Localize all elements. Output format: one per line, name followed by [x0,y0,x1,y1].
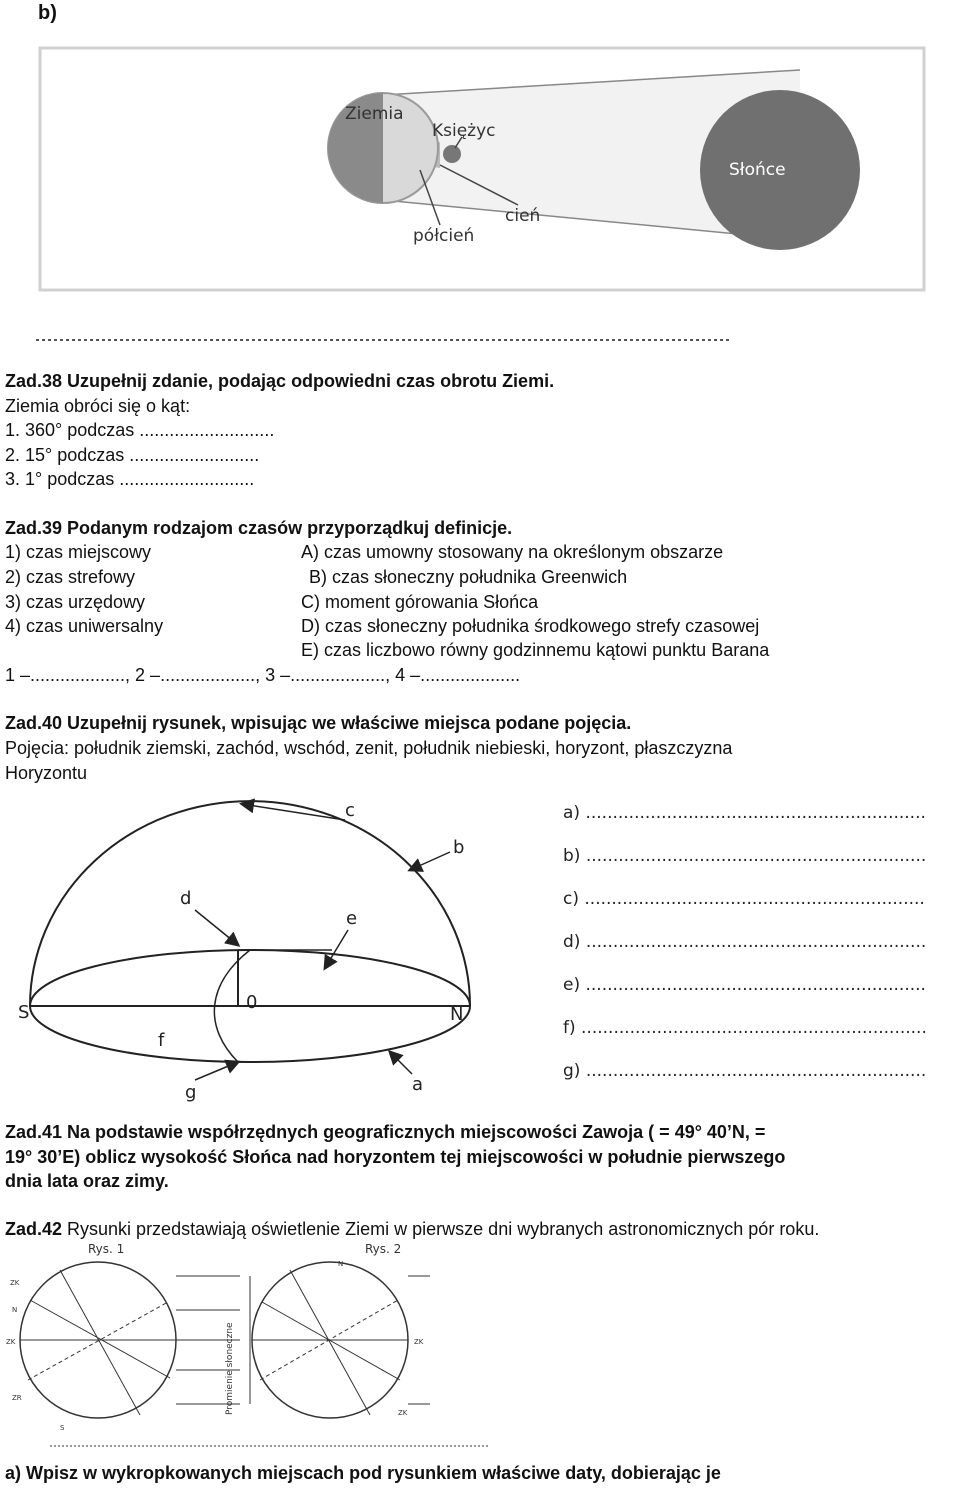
zad42-number: Zad.42 [5,1219,63,1239]
zad39-instruction: Podanym rodzajom czasów przyporządkuj definicje. [62,518,513,538]
fig-label-d: d [180,888,192,909]
arrow-g [195,1062,238,1080]
zad39-right-a: A) czas umowny stosowany na określonym obszarze [301,542,724,562]
arrow-a [390,1052,412,1074]
zad38-instruction: Uzupełnij zdanie, podając odpowiedni czas obrotu Ziemi. [62,371,555,391]
zad38-item-3: 3. 1° podczas ........................... [5,469,255,489]
zad39-left-1: 1) czas miejscowy [5,542,152,562]
answer-b[interactable]: b) ............................................................... [563,846,927,866]
rys1-zr: ZR [12,1394,22,1402]
answer-f[interactable]: f) ................................................................ [563,1018,927,1038]
rys2-n: N [338,1260,344,1268]
zad41-text-1: Na podstawie współrzędnych geograficznych miejscowości Zawoja ( = 49° 40’N, = [62,1122,766,1142]
rys1-n: N [12,1306,18,1314]
zad40-number: Zad.40 [5,713,63,733]
moon [443,145,461,163]
arrow-e [325,930,348,968]
celestial-sphere-figure [0,790,540,1110]
rys1-label: Rys. 1 [88,1242,125,1256]
answer-d[interactable]: d) ............................................................... [563,932,927,952]
zad39-left-3: 3) czas urzędowy [5,592,146,612]
zad39-title [5,518,512,538]
zad39-answer-line: 1 –..................., 2 –..................., 3 –..................., 4 –.................... [5,665,521,685]
fig-label-e: e [346,908,358,929]
fig-label-n: N [450,1004,464,1025]
zad38-number: Zad.38 [5,371,63,391]
figure-b-label: b) [38,2,57,24]
fig-label-c: c [345,800,355,821]
rys1-zk-mid: ZK [6,1338,16,1346]
zad39-number: Zad.39 [5,518,63,538]
zad38-intro: Ziemia obróci się o kąt: [5,396,191,416]
arrow-b [410,852,450,870]
zad42-task-a: a) Wpisz w wykropkowanych miejscach pod rysunkiem właściwe daty, dobierając je [5,1463,721,1483]
zad39-right-d: D) czas słoneczny południka środkowego strefy czasowej [301,616,760,636]
fig-label-b: b [453,837,465,858]
label-slonce: Słońce [729,160,786,180]
zad42-text: Rysunki przedstawiają oświetlenie Ziemi w pierwsze dni wybranych astronomicznych pór roku. [62,1219,820,1239]
zad40-title [5,713,631,733]
zad38-title [5,371,554,391]
zad41-line3: dnia lata oraz zimy. [5,1171,169,1191]
zad41-number: Zad.41 [5,1122,63,1142]
zad39-left-4: 4) czas uniwersalny [5,616,164,636]
answer-g[interactable]: g) ............................................................... [563,1061,927,1081]
zad41-line2: 19° 30’E) oblicz wysokość Słońca nad horyzontem tej miejscowości w południe pierwszego [5,1147,786,1167]
promienie-label: Promienie słoneczne [225,1322,235,1415]
label-ksiezyc: Księżyc [432,121,496,141]
rys1-zk-top: ZK [10,1279,20,1287]
fig-label-o: 0 [246,992,258,1013]
zad40-concepts-1: Pojęcia: południk ziemski, zachód, wschód, zenit, południk niebieski, horyzont, płaszczyzna [5,738,733,758]
zad40-instruction: Uzupełnij rysunek, wpisując we właściwe miejsca podane pojęcia. [62,713,632,733]
answer-c[interactable]: c) ............................................................... [563,889,925,909]
fig-label-f: f [158,1030,165,1051]
zad39-right-c: C) moment górowania Słońca [301,592,539,612]
zad38-item-2: 2. 15° podczas .......................... [5,445,260,465]
fig-label-g: g [185,1082,197,1103]
zad39-right-e: E) czas liczbowo równy godzinnemu kątowi punktu Barana [301,640,770,660]
arrow-c [242,804,345,820]
label-polcien: półcień [413,226,475,246]
rys2-zk-bottom: ZK [398,1409,408,1417]
celestial-dome [30,801,470,1006]
zad39-left-2: 2) czas strefowy [5,567,136,587]
rys1-s: S [60,1424,65,1432]
zad42-line [5,1219,819,1239]
label-cien: cień [505,206,541,226]
arrow-d [195,910,238,945]
rys2-label: Rys. 2 [365,1242,402,1256]
label-ziemia: Ziemia [345,104,404,124]
rys2-zk: ZK [414,1338,424,1346]
answer-a[interactable]: a) ............................................................... [563,803,926,823]
earth-illumination-figures [0,1240,520,1455]
zad39-right-b: B) czas słoneczny południka Greenwich [309,567,628,587]
fig-label-s: S [18,1002,30,1023]
zad38-item-1: 1. 360° podczas ........................... [5,420,275,440]
zad40-concepts-2: Horyzontu [5,763,88,783]
eclipse-figure [0,0,960,360]
answer-e[interactable]: e) ............................................................... [563,975,926,995]
zad41-line1 [5,1122,765,1142]
zad40-answers [563,803,927,1104]
fig-label-a: a [412,1074,424,1095]
